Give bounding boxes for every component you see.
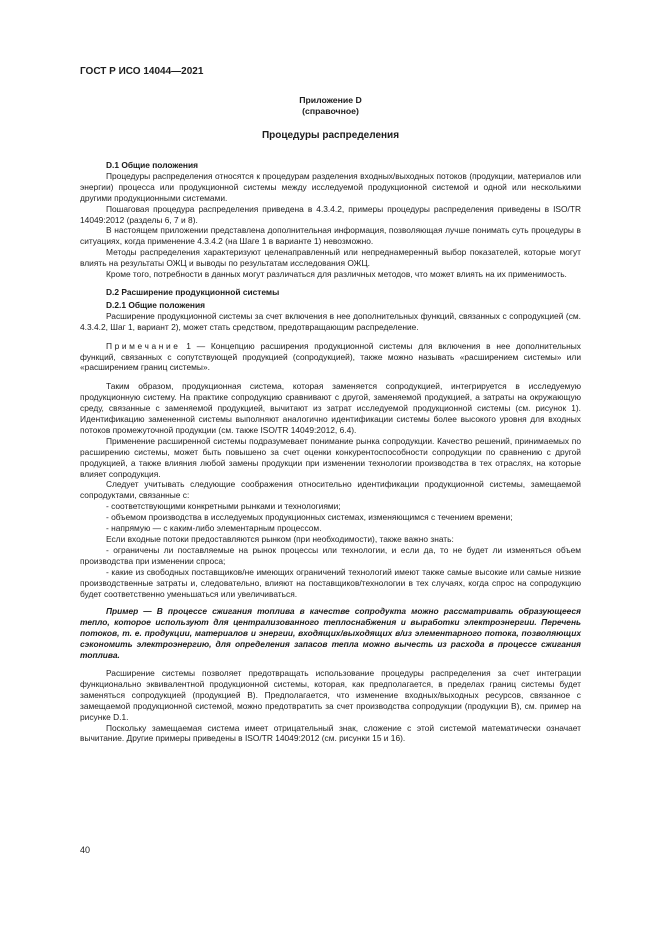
section-heading-d2: D.2 Расширение продукционной системы (106, 286, 280, 297)
paragraph: Кроме того, потребности в данных могут различаться для различных методов, что может влиять на их применимость. (106, 269, 567, 280)
paragraph: Методы распределения характеризуют целенаправленный или непреднамеренный выбор показателей, которые могут влиять на результаты ОЖЦ и выводы по результатам исследования ОЖЦ. (80, 247, 581, 269)
appendix-title: Процедуры распределения (261, 130, 400, 141)
paragraph: Поскольку замещаемая система имеет отрицательный знак, сложение с этой системой математически означает вычитание. Другие примеры приведены в ISO/TR 14049:2012 (см. рисунки 15 и 16). (80, 722, 581, 744)
list-item: - объемом производства в исследуемых продукционных системах, изменяющимся с течением времени; (106, 512, 513, 523)
paragraph: Пошаговая процедура распределения приведена в 4.3.4.2, примеры процедуры распределения приведены в ISO/TR 14049:2012 (разделы 6, 7 и 8). (80, 203, 581, 225)
subsection-heading-d21: D.2.1 Общие положения (106, 299, 205, 310)
appendix-type: (справочное) (302, 106, 359, 116)
paragraph: Если входные потоки предоставляются рынком (при необходимости), также важно знать: (106, 534, 454, 544)
section-heading-d1: D.1 Общие положения (106, 160, 199, 170)
example: Пример — В процессе сжигания топлива в качестве сопродукта можно рассматривать образующееся тепло, которое используют для централизованного теплоснабжения и выработки электроэнергии. Перечень потоков, т. е. продукции, материалов и энергии, входящих/выходящих в/из элементарного потока, позволяющих сэкономить электроэнергию, для определения запасов тепла можно вычесть из расхода в процессе сжигания топлива. (80, 606, 581, 661)
note-text: 1 — Концепцию расширения продукционной системы для включения в нее дополнительных функций, связанных с сопутствующей продукцией (сопродукцией), также можно называть «расширением системы» или «расширением границ системы». (80, 340, 581, 373)
paragraph: Таким образом, продукционная система, которая заменяется сопродукцией, интегрируется в исследуемую продукционную систему. На практике сопродукцию сравнивают с другой, заменяемой продукцией, а затраты на окружающую среду, связанные с заменяемой продукцией, вычитают из затрат исследуемой продукционной системы (см. рисунок 1). Идентификацию замененной системы выполняют аналогично идентификации системы более высокого уровня для входных потоков промежуточной продукции (см. также ISO/TR 14049:2012, 6.4). (80, 381, 581, 435)
document-body (80, 160, 581, 744)
list-item: - напрямую — с каким-либо элементарным процессом. (106, 523, 322, 534)
standard-number: ГОСТ Р ИСО 14044—2021 (80, 66, 204, 77)
note-label: Примечание (106, 340, 181, 351)
list-item: - ограничены ли поставляемые на рынок процессы или технологии, и если да, то не будет ли изменяться объем производства при изменении спроса; (80, 544, 581, 566)
paragraph: Расширение системы позволяет предотвращать использование процедуры распределения за счет интеграции функционально эквивалентной продукционной системы, которая, как предполагается, в пределах границ системы будет заменяться сопродукцией (продукцией В). Предполагается, что изменение входных/выходных ресурсов, связанное с замещаемой продукционной системой, можно предотвратить за счет производства сопродукции (продукции В), см. пример на рисунке D.1. (80, 667, 581, 722)
paragraph: В настоящем приложении представлена дополнительная информация, позволяющая лучше понимать суть процедуры в ситуациях, когда применение 4.3.4.2 (на Шаге 1 в варианте 1) невозможно. (80, 225, 581, 247)
paragraph: Следует учитывать следующие соображения относительно идентификации продукционной системы, замещаемой сопродуктами, связанные с: (80, 479, 581, 501)
list-item: - какие из свободных поставщиков/не имеющих ограничений технологий имеют также самые высокие или самые низкие производственные затраты и, следовательно, влияют на поставщиков/технологии в тех случаях, когда спрос на сопродукцию будет соответственно уменьшаться или увеличиваться. (80, 566, 581, 599)
list-item: - соответствующими конкретными рынками и технологиями; (106, 501, 341, 512)
paragraph: Процедуры распределения относятся к процедурам разделения входных/выходных потоков (продукции, материалов или энергии) процесса или продукционной системы между исследуемой продукционной системой и одной или несколькими другими продукционными системами. (80, 170, 581, 203)
paragraph: Расширение продукционной системы за счет включения в нее дополнительных функций, связанных с сопродукцией (см. 4.3.4.2, Шаг 1, вариант 2), может стать средством, предотвращающим распределение. (80, 310, 581, 332)
page-number: 40 (80, 845, 91, 855)
appendix-label: Приложение D (299, 95, 362, 105)
paragraph: Применение расширенной системы подразумевает понимание рынка сопродукции. Качество решений, принимаемых по расширению системы, может быть повышено за счет оценки конкурентоспособности сопродукции по сравнению с другой продукцией, а также влияния любой замены продукции при изменении технологии производства в тех отраслях, на которые влияет сопродукция. (80, 435, 581, 479)
note (80, 341, 581, 374)
